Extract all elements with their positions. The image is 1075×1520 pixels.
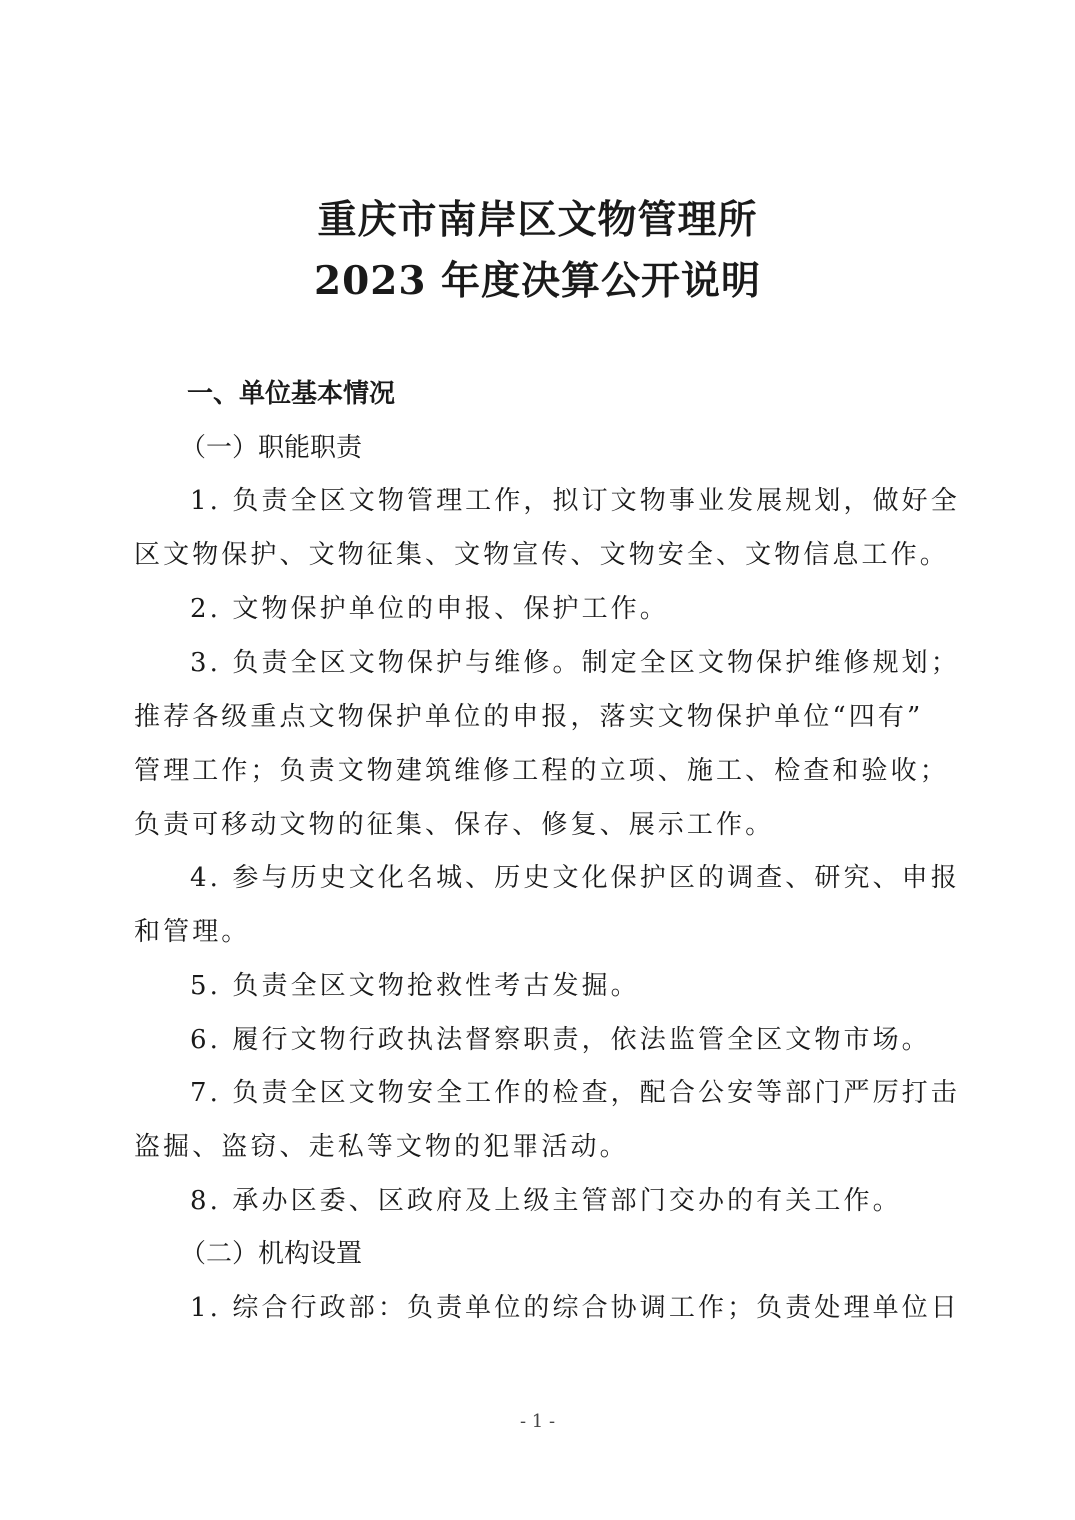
paragraph-line: 推荐各级重点文物保护单位的申报，落实文物保护单位“四有” xyxy=(134,702,924,732)
paragraph-line: 和管理。 xyxy=(134,917,251,947)
paragraph-line: 区文物保护、文物征集、文物宣传、文物安全、文物信息工作。 xyxy=(134,540,949,570)
paragraph-line: 5. 负责全区文物抢救性考古发掘。 xyxy=(190,971,640,1001)
document-title-line2: 2023 年度决算公开说明 xyxy=(313,258,762,304)
paragraph-line: 盗掘、盗窃、走私等文物的犯罪活动。 xyxy=(134,1132,629,1162)
paragraph-line: 2. 文物保护单位的申报、保护工作。 xyxy=(190,594,669,624)
paragraph-line: 负责可移动文物的征集、保存、修复、展示工作。 xyxy=(134,810,775,840)
subsection-heading-functions: （一）职能职责 xyxy=(180,433,363,463)
paragraph-line: 管理工作；负责文物建筑维修工程的立项、施工、检查和验收； xyxy=(134,756,949,786)
paragraph-line: 6. 履行文物行政执法督察职责，依法监管全区文物市场。 xyxy=(190,1025,931,1055)
paragraph-line: 8. 承办区委、区政府及上级主管部门交办的有关工作。 xyxy=(190,1186,902,1216)
paragraph-line: 7. 负责全区文物安全工作的检查，配合公安等部门严厉打击 xyxy=(190,1078,960,1108)
subsection-heading-organization: （二）机构设置 xyxy=(180,1239,363,1269)
paragraph-line: 1. 负责全区文物管理工作，拟订文物事业发展规划，做好全 xyxy=(190,486,960,516)
document-title-line1: 重庆市南岸区文物管理所 xyxy=(317,197,758,243)
paragraph-line: 4. 参与历史文化名城、历史文化保护区的调查、研究、申报 xyxy=(190,863,960,893)
paragraph-line: 1. 综合行政部：负责单位的综合协调工作；负责处理单位日 xyxy=(190,1293,960,1323)
page-number: - 1 - xyxy=(519,1411,556,1432)
section-heading-unit-basics: 一、单位基本情况 xyxy=(187,379,396,409)
paragraph-line: 3. 负责全区文物保护与维修。制定全区文物保护维修规划； xyxy=(190,648,960,678)
